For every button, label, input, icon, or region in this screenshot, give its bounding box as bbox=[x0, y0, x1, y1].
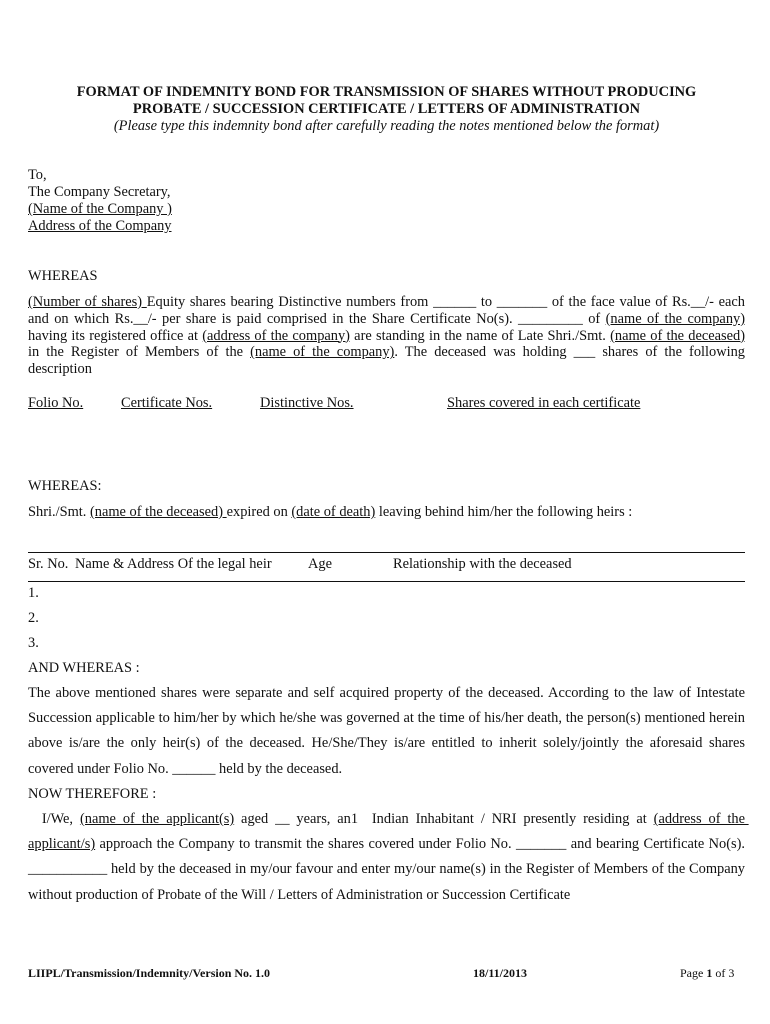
heirs-table-header-sr-no: Sr. No. bbox=[28, 556, 69, 572]
folio-table-header-certificate-nos: Certificate Nos. bbox=[121, 395, 213, 411]
text-run: Equity shares bearing Distinctive numbers from ______ to _______ of the face value of Rs.__/- each and on which Rs.__/- per share is paid comprised in the Share Certificate No(s). _________ of bbox=[28, 294, 746, 327]
text-run: in the Register of Members of the bbox=[28, 344, 251, 361]
text-run: I/We, bbox=[28, 811, 80, 827]
text-run: approach the Company to transmit the shares covered under Folio No. _______ and bearing Certificate No(s). ___________ held by the deceased in my/our favour and enter my/our name(s) in the Register of Members of the Company without production of Probate of the Will / Letters of Administration or Succession Certificate bbox=[28, 836, 749, 903]
heirs-table-row-3: 3. bbox=[28, 635, 39, 651]
heirs-table-header-age: Age bbox=[308, 556, 332, 572]
address-company-name: (Name of the Company ) bbox=[28, 201, 172, 217]
whereas-heading-2: WHEREAS: bbox=[28, 478, 102, 494]
folio-table-header-shares-covered: Shares covered in each certificate bbox=[447, 395, 641, 411]
footer-document-reference: LIIPL/Transmission/Indemnity/Version No. 1.0 bbox=[28, 966, 271, 980]
document-title-line-1: FORMAT OF INDEMNITY BOND FOR TRANSMISSION OF SHARES WITHOUT PRODUCING bbox=[76, 84, 697, 100]
whereas-heading-1: WHEREAS bbox=[28, 268, 98, 284]
address-recipient: The Company Secretary, bbox=[28, 184, 171, 200]
text-run: leaving behind him/her the following heirs : bbox=[375, 504, 633, 520]
text-run: aged __ years, an1 Indian Inhabitant / NRI presently residing at bbox=[234, 811, 654, 827]
address-to: To, bbox=[28, 167, 47, 183]
underlined-placeholder: (address of the applicant/s) bbox=[28, 811, 749, 853]
now-therefore-heading: NOW THEREFORE : bbox=[28, 786, 157, 802]
underlined-placeholder: (name of the applicant(s) bbox=[79, 811, 235, 827]
underlined-placeholder: (name of the company) bbox=[605, 310, 745, 327]
document-title-line-2: PROBATE / SUCCESSION CERTIFICATE / LETTERS OF ADMINISTRATION bbox=[132, 101, 641, 117]
text-run: are standing in the name of Late Shri./Smt. bbox=[349, 327, 611, 344]
folio-table-header-distinctive-nos: Distinctive Nos. bbox=[260, 395, 354, 411]
document-subtitle: (Please type this indemnity bond after carefully reading the notes mentioned below the format) bbox=[113, 118, 660, 134]
underlined-placeholder: (name of the deceased) bbox=[610, 327, 745, 344]
text-run: expired on bbox=[226, 504, 292, 520]
heirs-table-row-1: 1. bbox=[28, 585, 39, 601]
footer-date: 18/11/2013 bbox=[473, 966, 528, 980]
whereas-heading-3: AND WHEREAS : bbox=[28, 660, 140, 676]
text-run: having its registered office at bbox=[28, 327, 203, 344]
text-run: Shri./Smt. bbox=[28, 504, 90, 520]
footer-page-number: Page 1 of 3 bbox=[680, 966, 735, 980]
folio-table-header-folio-no: Folio No. bbox=[28, 395, 84, 411]
underlined-placeholder: (address of the company) bbox=[202, 327, 350, 344]
whereas-paragraph-3 bbox=[28, 681, 745, 782]
text-run: The above mentioned shares were separate and self acquired property of the deceased. According to the law of Intestate Succession applicable to him/her by which he/she was governed at the time of his/her death, the person(s) mentioned herein above is/are the only heir(s) of the deceased. He/She/They is/are entitled to inherit solely/jointly the aforesaid shares covered under Folio No. ______ held by the deceased. bbox=[28, 685, 745, 777]
now-therefore-paragraph bbox=[28, 807, 749, 908]
underlined-placeholder: (date of death) bbox=[291, 504, 376, 520]
whereas-paragraph-2 bbox=[28, 504, 632, 521]
underlined-placeholder: (Number of shares) bbox=[28, 294, 147, 310]
whereas-paragraph-1 bbox=[28, 294, 745, 378]
text-run: . The deceased was holding ___ shares of the following description bbox=[28, 344, 746, 378]
heirs-table-top-rule bbox=[28, 552, 745, 553]
heirs-table-bottom-rule bbox=[28, 581, 745, 582]
address-company-address: Address of the Company bbox=[28, 218, 172, 234]
heirs-table-row-2: 2. bbox=[28, 610, 39, 626]
heirs-table-header-relationship: Relationship with the deceased bbox=[393, 556, 572, 572]
underlined-placeholder: (name of the company) bbox=[250, 344, 395, 361]
heirs-table-header-name-address: Name & Address Of the legal heir bbox=[75, 556, 272, 572]
underlined-placeholder: (name of the deceased) bbox=[89, 504, 227, 520]
